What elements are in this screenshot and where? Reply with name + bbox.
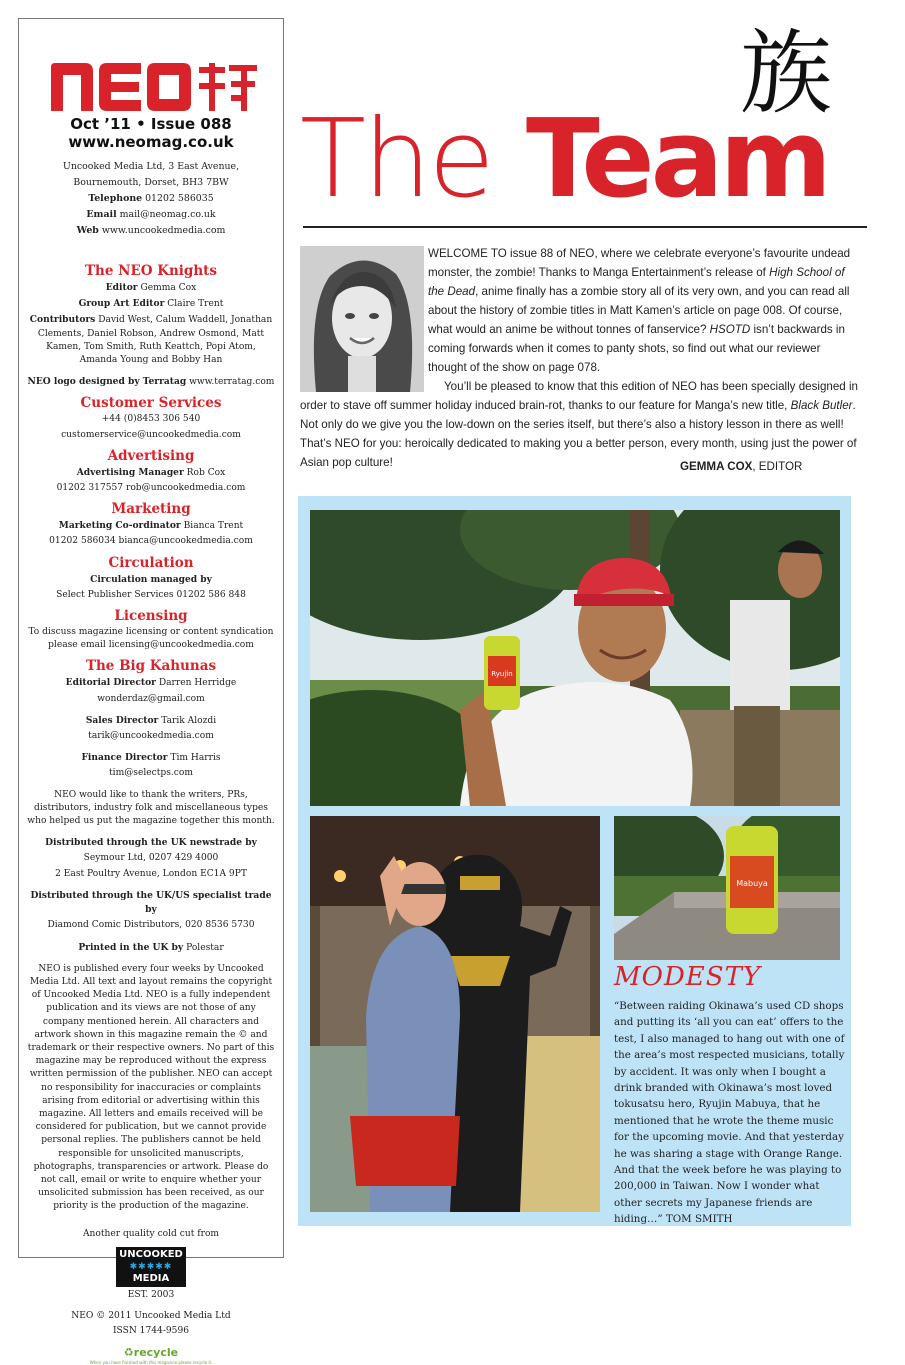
web[interactable]: www.uncookedmedia.com bbox=[101, 225, 226, 236]
modesty-quote: “Between raiding Okinawa’s used CD shops and putting its ‘all you can eat’ offers to the test, I also managed to hang out with one of the area’s most respected musicians, totally by accident. It was only when I bought a drink branded with Okinawa’s most loved tokusatsu hero, Ryujin Mabuya, that he mentioned that he wrote the theme music for the upcoming movie. And that yesterday he was sharing a stage with Orange Range. And that the week before he was playing to 200,000 in Taiwan. Now I wonder what other secrets my Japanese friends are hiding…” TOM SMITH bbox=[614, 1000, 845, 1226]
printed: Polestar bbox=[186, 942, 224, 953]
sales-label: Sales Director bbox=[85, 714, 159, 726]
fin-email[interactable]: tim@selectps.com bbox=[109, 768, 193, 779]
modesty-heading: MODESTY bbox=[614, 962, 762, 992]
recycle-note: When you have finished with this magazine please recycle it. bbox=[89, 1359, 213, 1365]
uncooked-word: UNCOOKED bbox=[119, 1248, 183, 1260]
page-title-light: The bbox=[300, 97, 492, 222]
media-word: MEDIA bbox=[132, 1272, 170, 1284]
printed-label: Printed in the UK by bbox=[78, 941, 184, 953]
uncooked-logo bbox=[116, 1247, 186, 1287]
editor: Gemma Cox bbox=[140, 283, 197, 293]
mk-contact: 01202 586034 bianca@uncookedmedia.com bbox=[49, 536, 253, 547]
telephone: 01202 586035 bbox=[145, 193, 214, 204]
masthead-sidebar bbox=[18, 18, 284, 1365]
legal-text: NEO is published every four weeks by Uncooked Media Ltd. All text and layout remains the copyright of Uncooked Media Ltd. NEO is a fully independent publication and its views are not those of any company mentioned herein. All characters and artwork shown in this magazine remain the © and trademark or their respective owners. No part of this magazine may be reproduced without the express written permission of the publisher. NEO can accept no responsibility for inaccuracies or complaints arising from editorial or advertising within this magazine. All letters and emails received will be considered for publication, but we cannot provide personal replies. The publishers cannot be held responsible for unsolicited manuscripts, photographs, transparencies or artwork. Please do not call, email or write to enquire whether your unsolicited submission has been received, as our priority is the production of the magazine. bbox=[27, 963, 275, 1212]
intro-paragraph-1: WELCOME TO issue 88 of NEO, where we celebrate everyone’s favourite undead monster, the zombie! Thanks to Manga Entertainment’s release of High School of the Dead, anime finally has a zombie story all of its very own, and you can read all about the history of zombie titles in Matt Kamen’s article on page 008. Of course, what would an anime be without tonnes of fanservice? HSOTD isn’t backwards in coming forwards when it comes to panty shots, so find out what our reviewer thought of the show on page 078. bbox=[428, 247, 851, 374]
logo-design-url[interactable]: www.terratag.com bbox=[189, 377, 275, 388]
mk-name: Bianca Trent bbox=[183, 521, 244, 532]
art-label: Group Art Editor bbox=[78, 298, 165, 310]
editor-signature: GEMMA COX, EDITOR bbox=[680, 460, 803, 473]
photo-can-on-wall bbox=[614, 816, 840, 960]
website[interactable]: www.neomag.co.uk bbox=[68, 133, 234, 151]
page-title-bold: Team bbox=[526, 97, 828, 222]
knights-heading: The NEO Knights bbox=[84, 263, 217, 279]
neo-logo bbox=[49, 59, 259, 113]
svg-text:NEO: NEO bbox=[119, 92, 122, 93]
ad-contact: 01202 317557 rob@uncookedmedia.com bbox=[56, 483, 246, 494]
big-kahunas-heading: The Big Kahunas bbox=[85, 658, 217, 675]
est: EST. 2003 bbox=[127, 1289, 175, 1300]
ed-dir-label: Editorial Director bbox=[65, 677, 156, 689]
logo-design-label: NEO logo designed by Terratag bbox=[27, 376, 187, 388]
email[interactable]: mail@neomag.co.uk bbox=[119, 209, 216, 220]
thanks-text: NEO would like to thank the writers, PRs, distributors, industry folk and miscellaneous types who helped us put the magazine together this month. bbox=[27, 789, 275, 827]
sales: Tarik Alozdi bbox=[161, 715, 217, 726]
cs-email[interactable]: customerservice@uncookedmedia.com bbox=[61, 429, 241, 440]
ad-label: Advertising Manager bbox=[76, 466, 184, 478]
contributors-label: Contributors bbox=[29, 314, 96, 326]
svg-text:Ryujin: Ryujin bbox=[491, 670, 513, 678]
art-editor: Claire Trent bbox=[167, 299, 224, 310]
issn: ISSN 1744-9596 bbox=[112, 1326, 190, 1337]
ad-name: Rob Cox bbox=[186, 467, 226, 478]
dist-uk-addr: 2 East Poultry Avenue, London EC1A 9PT bbox=[55, 868, 247, 879]
stars-icon: ✱✱✱✱✱ bbox=[129, 1261, 173, 1272]
mk-label: Marketing Co-ordinator bbox=[58, 520, 181, 532]
fin-label: Finance Director bbox=[81, 752, 168, 764]
dist-spec-label: Distributed through the UK/US specialist trade by bbox=[30, 889, 272, 916]
circulation-heading: Circulation bbox=[108, 554, 194, 571]
advertising-heading: Advertising bbox=[107, 447, 195, 464]
dist-uk: Seymour Ltd, 0207 429 4000 bbox=[83, 853, 219, 864]
address-line-1: Uncooked Media Ltd, 3 East Avenue, bbox=[62, 161, 240, 172]
customer-services-heading: Customer Services bbox=[80, 395, 222, 412]
dist-uk-label: Distributed through the UK newstrade by bbox=[45, 837, 257, 849]
recycle-icon: ♻ bbox=[123, 1346, 134, 1360]
cold-cut: Another quality cold cut from bbox=[82, 1228, 220, 1239]
intro-paragraph-2: You’ll be pleased to know that this edition of NEO has been specially designed in order to stave off summer holiday induced brain-rot, thanks to our feature for Manga’s new title, Black Butler. Not only do we give you the low-down on the series itself, but there’s also a history lesson in there as well! That’s NEO for you: heroically dedicated to making you a better person, every month, using just the power of Asian pop culture! bbox=[300, 380, 858, 469]
lic-text: To discuss magazine licensing or content syndication please email licensing@uncookedmedia.com bbox=[28, 627, 274, 651]
svg-text:Mabuya: Mabuya bbox=[736, 879, 768, 888]
address-line-2: Bournemouth, Dorset, BH3 7BW bbox=[73, 177, 229, 188]
ed-dir: Darren Herridge bbox=[158, 678, 237, 689]
fin: Tim Harris bbox=[170, 753, 221, 764]
dist-spec: Diamond Comic Distributors, 020 8536 5730 bbox=[47, 920, 255, 931]
kanji-character: 族 bbox=[740, 20, 833, 127]
marketing-heading: Marketing bbox=[111, 501, 191, 518]
copyright: NEO © 2011 Uncooked Media Ltd bbox=[71, 1310, 231, 1321]
title-rule bbox=[303, 226, 867, 228]
address-block bbox=[19, 159, 283, 239]
sales-email[interactable]: tarik@uncookedmedia.com bbox=[88, 731, 214, 742]
issue-line: Oct ’11 • Issue 088 bbox=[70, 115, 232, 133]
credits-stack bbox=[27, 257, 275, 1365]
web-label: Web bbox=[76, 225, 99, 236]
email-label: Email bbox=[86, 209, 117, 220]
contributors: David West, Calum Waddell, Jonathan Clements, Daniel Robson, Andrew Osmond, Matt Kamen, Tom Smith, Ruth Keattch, Popi Atom, Amanda Young and Bobby Han bbox=[37, 315, 273, 366]
photo-man-with-can bbox=[310, 510, 840, 806]
editor-label: Editor bbox=[105, 282, 138, 293]
editor-welcome bbox=[300, 244, 860, 472]
licensing-heading: Licensing bbox=[114, 608, 188, 625]
circ-text: Select Publisher Services 01202 586 848 bbox=[56, 589, 246, 600]
cs-phone: +44 (0)8453 306 540 bbox=[101, 414, 201, 425]
recycle-logo: ♻recycle When you have finished with this magazine please recycle it. bbox=[27, 1346, 275, 1364]
circ-label: Circulation managed by bbox=[90, 573, 212, 585]
telephone-label: Telephone bbox=[88, 193, 143, 204]
ed-dir-email[interactable]: wonderdaz@gmail.com bbox=[97, 693, 205, 704]
photo-shop-statue bbox=[310, 816, 600, 1212]
